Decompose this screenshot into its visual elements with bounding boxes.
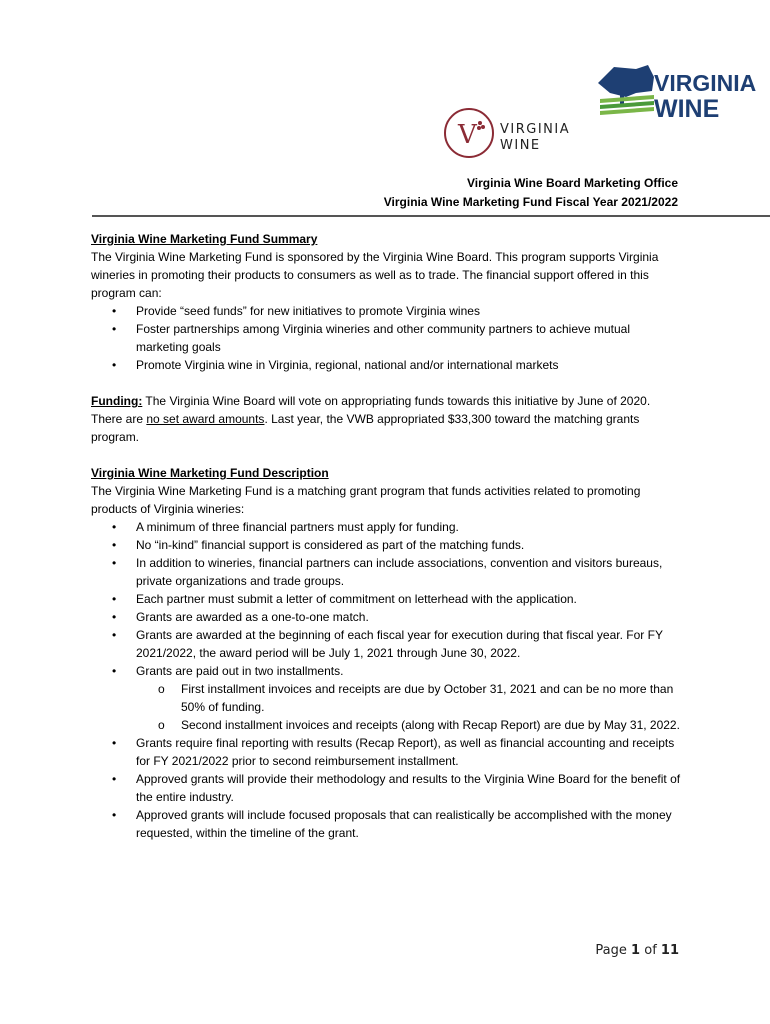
round-logo-text-wine: WINE [500, 138, 541, 153]
bullet-icon: • [112, 358, 117, 372]
bullet-icon: • [112, 520, 117, 534]
bullet-icon: • [112, 610, 117, 624]
description-paragraph: The Virginia Wine Marketing Fund is a matching grant program that funds activities related to promoting products of Virginia wineries: [91, 484, 641, 516]
list-item: • Provide “seed funds” for new initiatives to promote Virginia wines [112, 304, 480, 318]
bullet-icon: • [112, 736, 117, 750]
list-item: • Grants require final reporting with results (Recap Report), as well as financial accounting and receipts for FY 2021/2022 prior to second reimbursement installment. [112, 736, 675, 768]
round-logo-text-virginia: VIRGINIA [500, 122, 571, 137]
page-number: Page 1 of 11 [595, 943, 679, 958]
grapevine-emblem-icon [598, 65, 654, 115]
logo-v-letter: V [458, 120, 477, 150]
summary-paragraph: The Virginia Wine Marketing Fund is sponsored by the Virginia Wine Board. This program supports Virginia wineries in promoting their products to consumers as well as to trade. The financial support offered in this program can: [91, 250, 659, 300]
bullet-icon: • [112, 538, 117, 552]
list-item: • In addition to wineries, financial partners can include associations, convention and visitors bureaus, private organizations and trade groups. [112, 556, 663, 588]
list-item: • Each partner must submit a letter of commitment on letterhead with the application. [112, 592, 577, 606]
funding-label: Funding: [91, 394, 143, 408]
virginia-wine-round-logo [443, 106, 578, 161]
summary-heading: Virginia Wine Marketing Fund Summary [91, 232, 318, 246]
bullet-icon: • [112, 322, 117, 336]
description-bullet-list [91, 518, 681, 842]
list-item: • Grants are awarded at the beginning of each fiscal year for execution during that fiscal year. For FY 2021/2022, the award period will be July 1, 2021 through June 30, 2022. [112, 628, 663, 660]
installment-sub-list [136, 680, 681, 734]
bullet-icon: • [112, 772, 117, 786]
list-item: • Promote Virginia wine in Virginia, regional, national and/or international markets [112, 358, 559, 372]
bullet-icon: • [112, 556, 117, 570]
sub-list-item: o First installment invoices and receipts are due by October 31, 2021 and can be no more than 50% of funding. [158, 682, 674, 714]
header-divider [92, 215, 770, 217]
sub-list-item: o Second installment invoices and receipts (along with Recap Report) are due by May 31, 2022. [158, 718, 680, 732]
sub-bullet-icon: o [158, 682, 165, 696]
bullet-icon: • [112, 664, 117, 678]
award-amounts-text: no set award amounts [146, 412, 265, 426]
logo-text-virginia: VIRGINIA [654, 70, 757, 96]
list-item: • Approved grants will provide their methodology and results to the Virginia Wine Board for the benefit of the entire industry. [112, 772, 681, 804]
summary-bullet-list [91, 302, 681, 374]
header-office-title: Virginia Wine Board Marketing Office [466, 176, 678, 190]
document-body [91, 230, 681, 842]
description-heading: Virginia Wine Marketing Fund Description [91, 466, 329, 480]
list-item: • No “in-kind” financial support is considered as part of the matching funds. [112, 538, 525, 552]
header-fund-title: Virginia Wine Marketing Fund Fiscal Year 2021/2022 [383, 195, 678, 209]
bullet-icon: • [112, 628, 117, 642]
bullet-icon: • [112, 808, 117, 822]
list-item: • Grants are awarded as a one-to-one match. [112, 610, 369, 624]
list-item: • Foster partnerships among Virginia wineries and other community partners to achieve mutual marketing goals [112, 322, 631, 354]
funding-paragraph: Funding: The Virginia Wine Board will vote on appropriating funds towards this initiative by June of 2020. There are no set award amounts. Last year, the VWB appropriated $33,300 toward the matching grants program. [91, 394, 651, 444]
list-item: • Approved grants will include focused proposals that can realistically be accomplished with the money requested, within the timeline of the grant. [112, 808, 672, 840]
list-item: • Grants are paid out in two installments. o First installment invoices and receipts are due by October 31, 2021 and can be no more than 50% of funding. o Second installment invoices and receipts (along with Recap Report) are due by May 31, 2022. [112, 664, 680, 732]
bullet-icon: • [112, 592, 117, 606]
bullet-icon: • [112, 304, 117, 318]
sub-bullet-icon: o [158, 718, 165, 732]
virginia-wine-logo [596, 63, 766, 121]
logo-text-wine: WINE [654, 95, 720, 121]
list-item: • A minimum of three financial partners must apply for funding. [112, 520, 459, 534]
